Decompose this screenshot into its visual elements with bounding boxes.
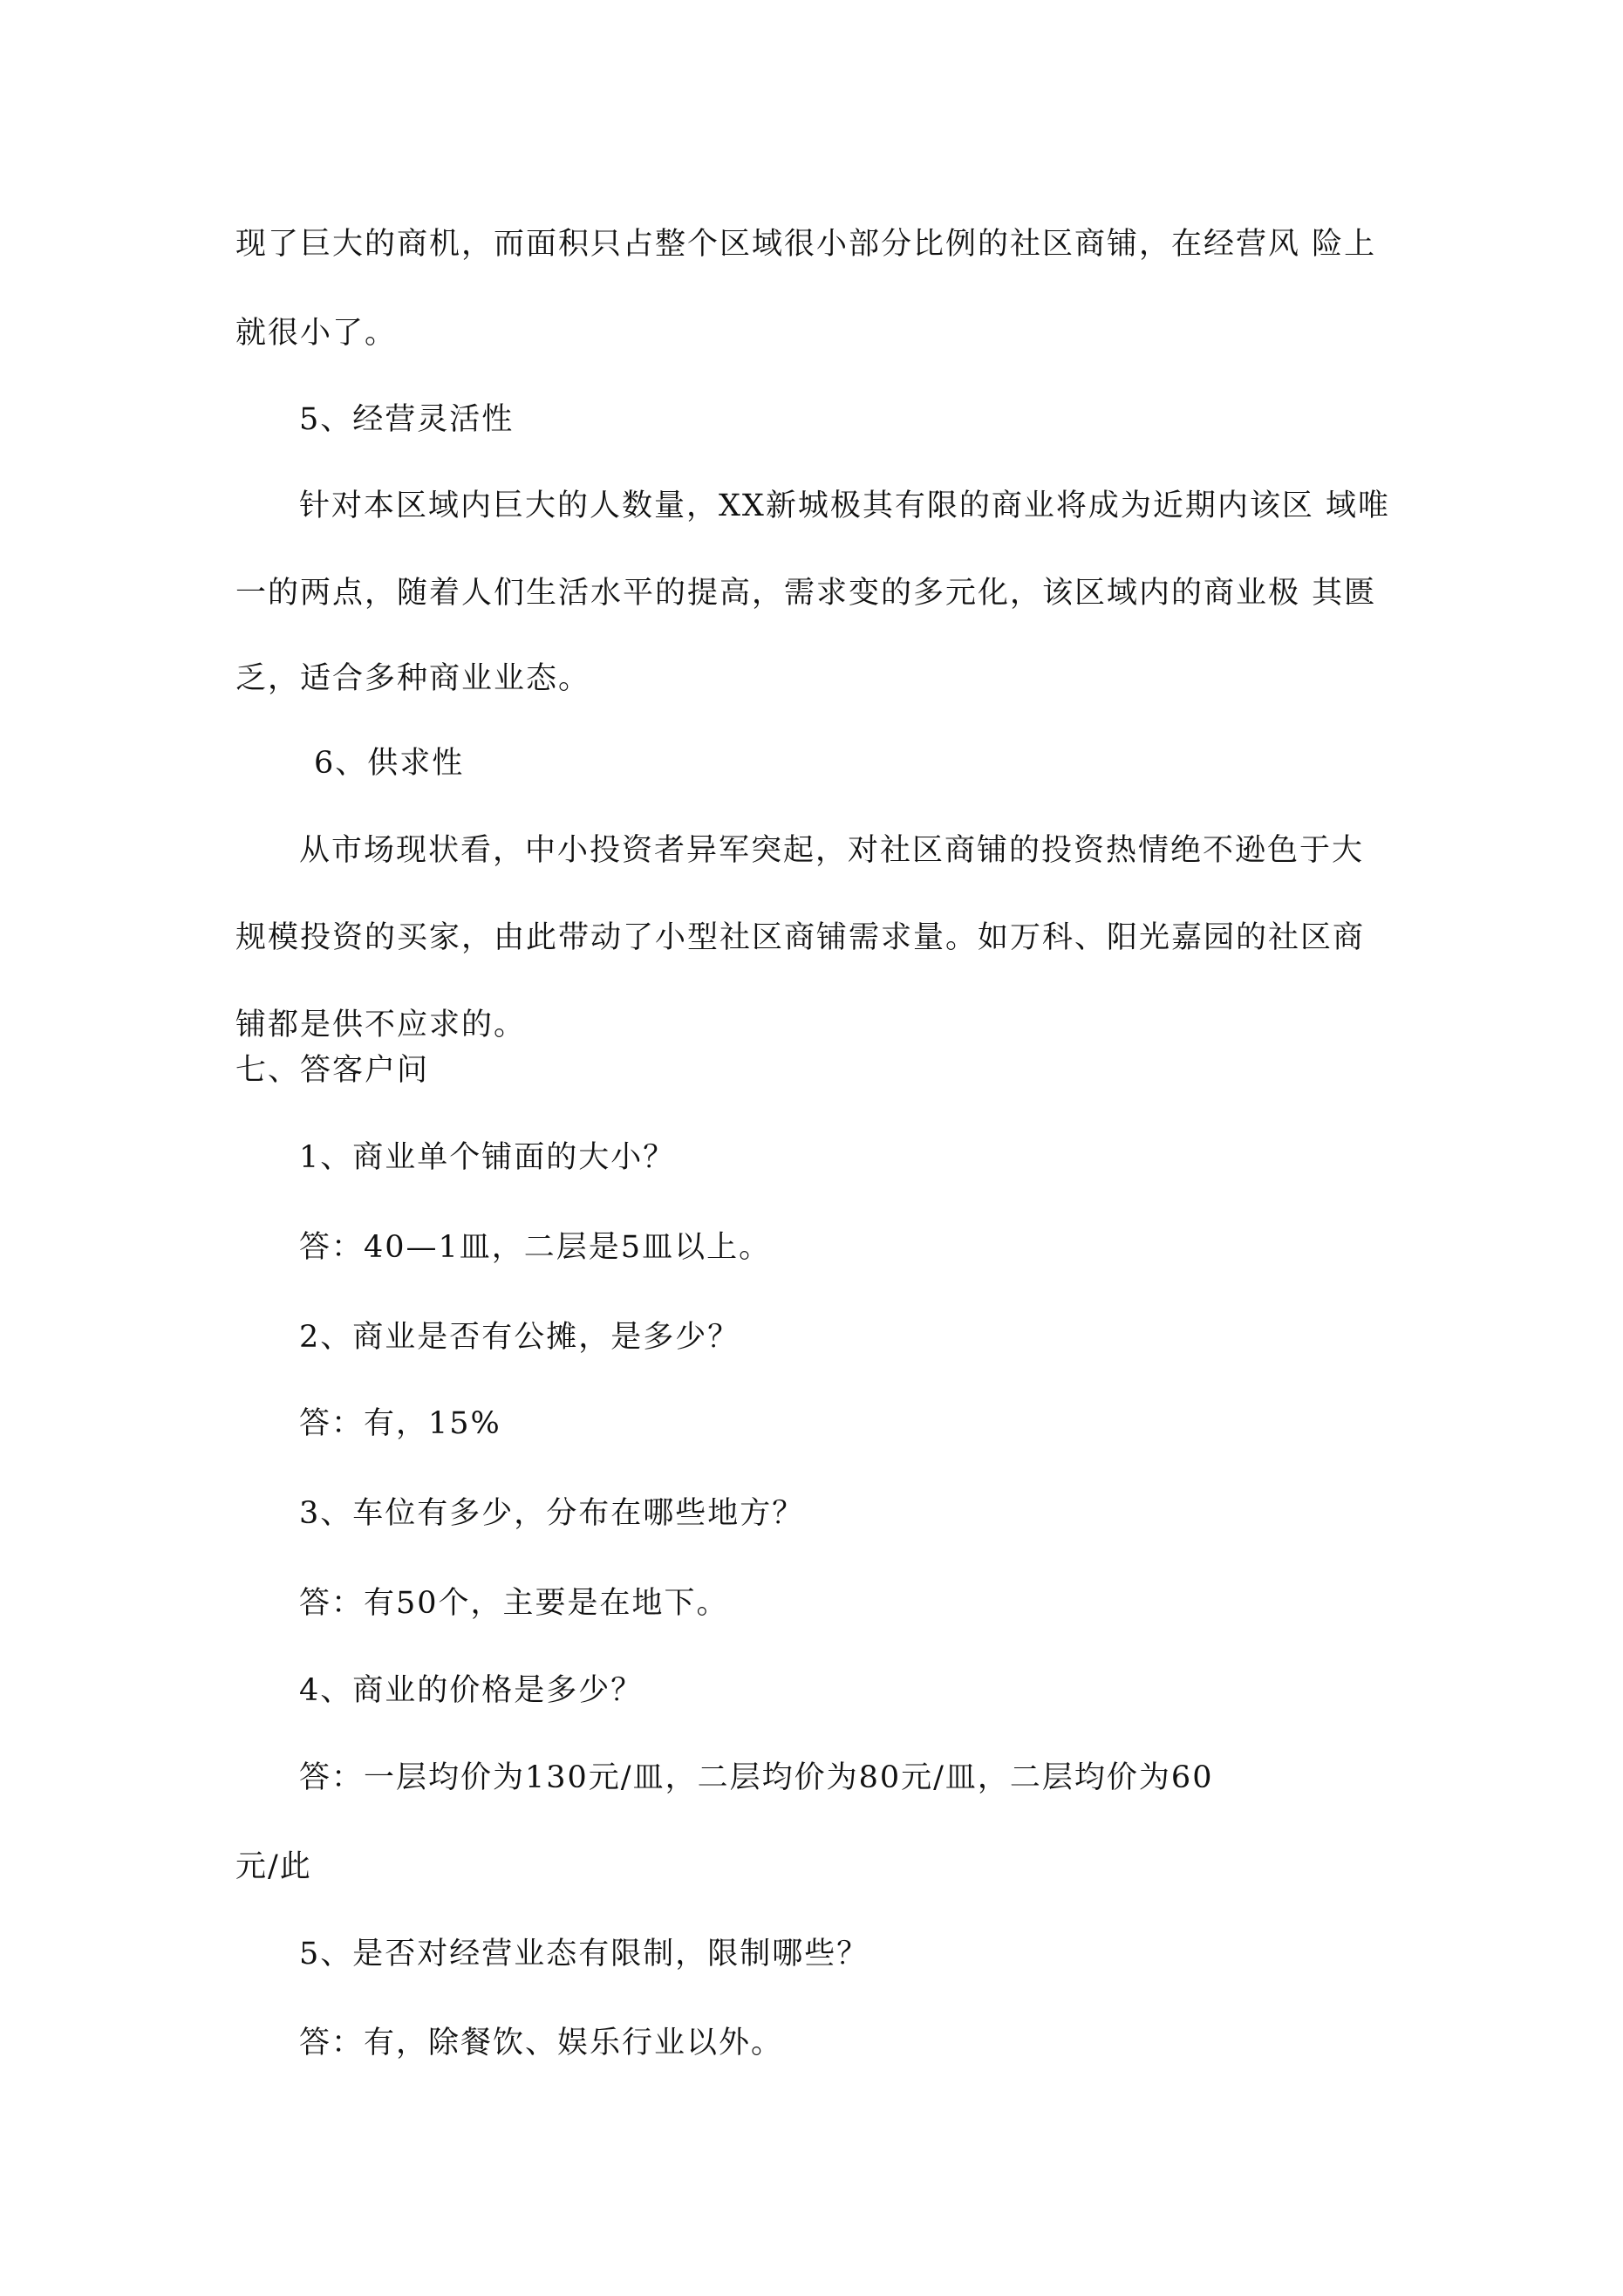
question-line: 4、商业的价格是多少？ [299,1673,644,1708]
paragraph-line: 铺都是供不应求的。 [235,1008,527,1042]
paragraph-line: 针对本区域内巨大的人数量，XX新城极其有限的商业将成为近期内该区 域唯 [299,489,1390,523]
answer-line: 答：有，除餐饮、娱乐行业以外。 [299,2026,784,2060]
question-line: 5、是否对经营业态有限制，限制哪些？ [299,1937,869,1971]
question-line: 2、商业是否有公摊，是多少？ [299,1320,740,1355]
paragraph-line: 从市场现状看，中小投资者异军突起，对社区商铺的投资热情绝不逊色于大 [299,833,1365,868]
answer-line: 答：有50个，主要是在地下。 [299,1586,729,1621]
question-line: 3、车位有多少，分布在哪些地方？ [299,1496,805,1531]
answer-line: 答：有，15% [299,1406,501,1441]
chapter-heading: 七、答客户问 [235,1053,430,1088]
paragraph-line: 乏，适合多种商业业态。 [235,661,591,696]
question-line: 1、商业单个铺面的大小？ [299,1140,676,1175]
paragraph-line: 就很小了。 [235,316,398,351]
paragraph-line: 现了巨大的商机，而面积只占整个区域很小部分比例的社区商铺，在经营风 险上 [235,227,1377,262]
section-heading: 5、经营灵活性 [299,402,515,437]
answer-line: 答：40—1皿，二层是5皿以上。 [299,1230,772,1265]
paragraph-line: 规模投资的买家，由此带动了小型社区商铺需求量。如万科、阳光嘉园的社区商 [235,920,1366,955]
section-heading: 6、供求性 [314,746,465,781]
answer-line: 答：一层均价为130元/皿，二层均价为80元/皿，二层均价为60 [299,1760,1214,1795]
paragraph-line: 一的两点，随着人们生活水平的提高，需求变的多元化，该区域内的商业极 其匮 [235,576,1377,611]
answer-line: 元/此 [235,1849,312,1884]
